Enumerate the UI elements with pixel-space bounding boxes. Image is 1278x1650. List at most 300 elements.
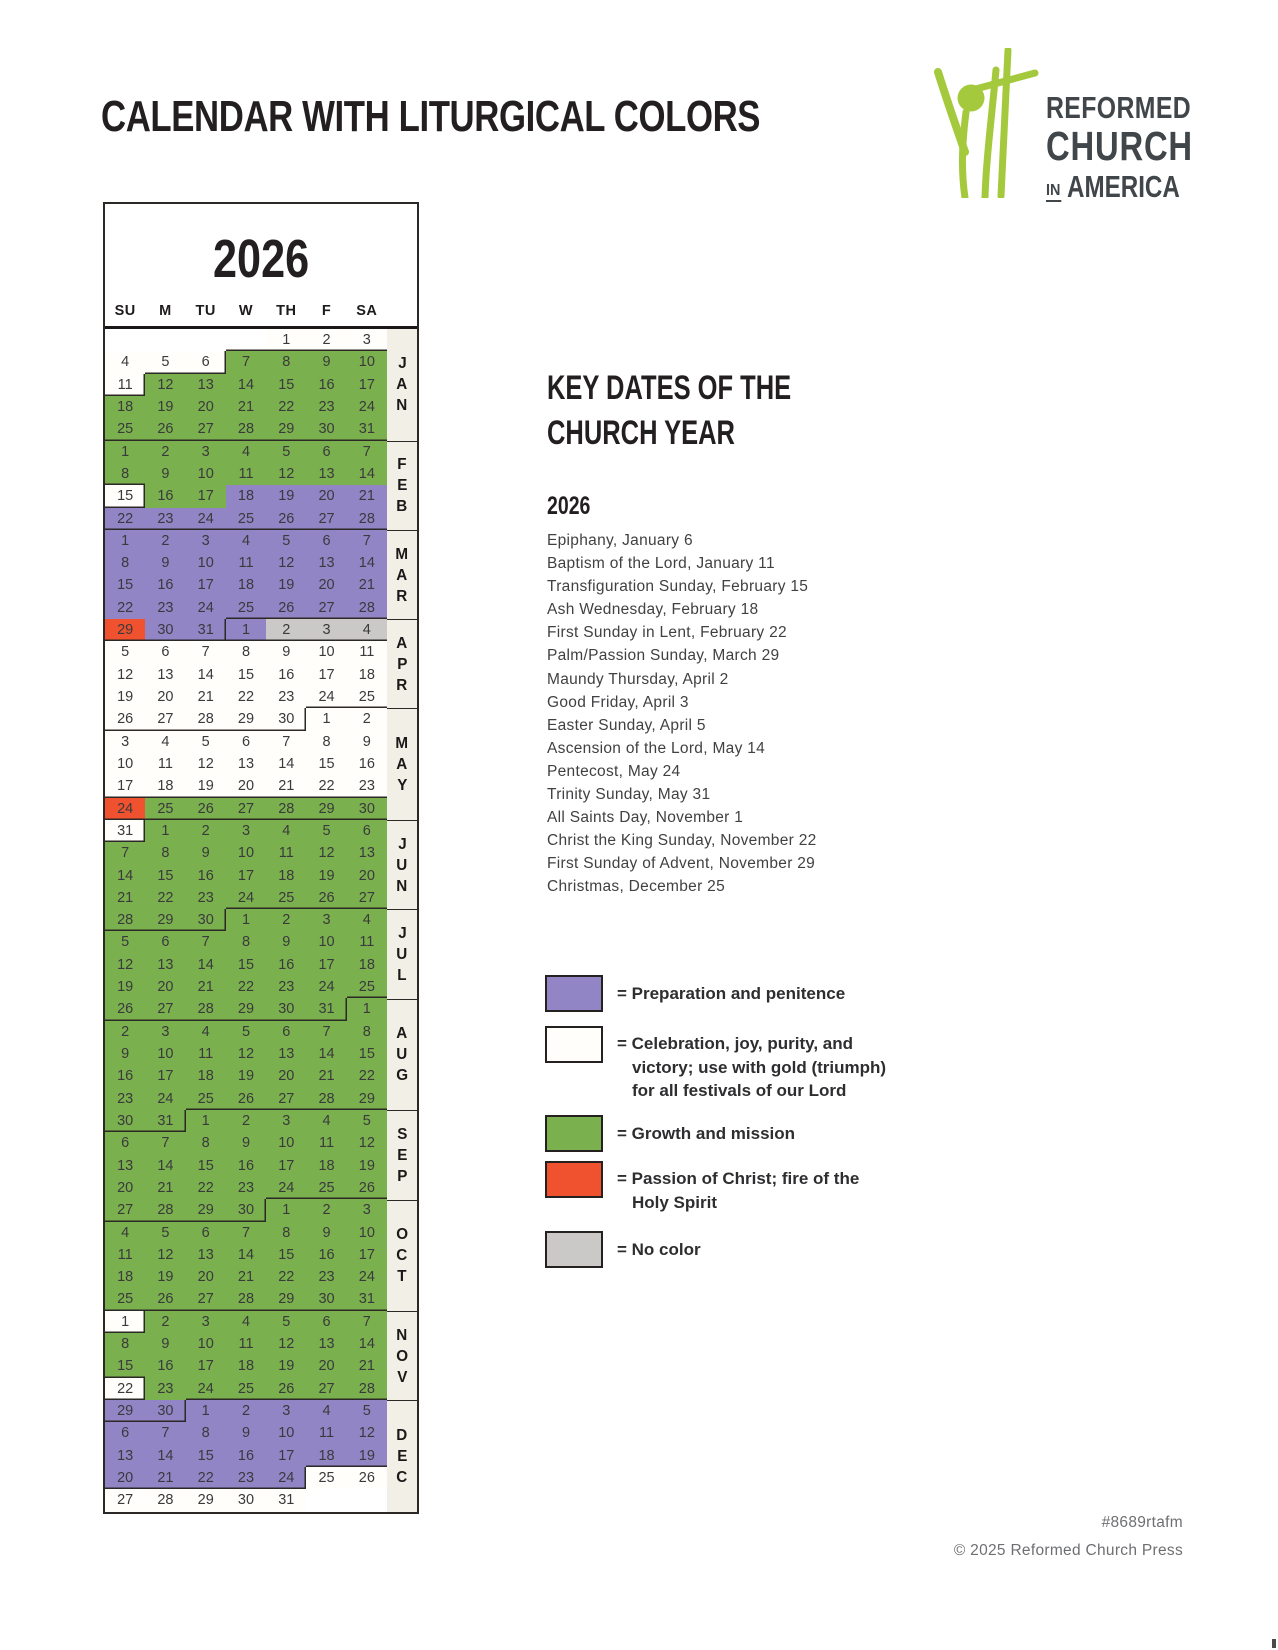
calendar-day: 12 (306, 842, 346, 864)
page-corner-artifact (1272, 1639, 1276, 1648)
calendar-day: 14 (186, 954, 226, 976)
calendar-day: 25 (266, 887, 306, 909)
key-date-item: Good Friday, April 3 (547, 693, 689, 711)
calendar-day: 7 (186, 931, 226, 953)
calendar-day: 18 (347, 954, 387, 976)
calendar-day: 12 (145, 1244, 185, 1266)
calendar-day: 6 (266, 1021, 306, 1043)
month-label-may: M A Y (387, 708, 417, 820)
calendar-day: 15 (105, 485, 145, 507)
calendar-day: 6 (145, 641, 185, 663)
calendar-day: 3 (226, 820, 266, 842)
calendar-day: 6 (306, 530, 346, 552)
calendar-day: 19 (226, 1065, 266, 1087)
calendar-day: 22 (266, 396, 306, 418)
key-date-item: Transfiguration Sunday, February 15 (547, 578, 809, 596)
calendar-day: 19 (186, 775, 226, 797)
calendar-day: 7 (266, 731, 306, 753)
calendar-day: 4 (306, 1400, 346, 1422)
calendar-day: 4 (347, 619, 387, 641)
key-dates-heading: KEY DATES OF THE CHURCH YEAR (547, 369, 792, 452)
calendar-day: 15 (266, 374, 306, 396)
calendar-day: 17 (186, 485, 226, 507)
calendar-day: 24 (347, 396, 387, 418)
calendar-day: 28 (105, 909, 145, 931)
key-date-item: Christ the King Sunday, November 22 (547, 832, 817, 850)
calendar-day: 20 (105, 1467, 145, 1489)
calendar-day: 2 (306, 329, 346, 351)
calendar-day: 18 (306, 1445, 346, 1467)
calendar-day: 17 (105, 775, 145, 797)
calendar-day: 7 (306, 1021, 346, 1043)
calendar-day: 6 (145, 931, 185, 953)
calendar-day: 17 (186, 574, 226, 596)
calendar-day: 29 (186, 1199, 226, 1221)
calendar-day: 5 (105, 641, 145, 663)
calendar-day: 24 (266, 1467, 306, 1489)
calendar-day: 29 (306, 798, 346, 820)
calendar-day: 23 (306, 1266, 346, 1288)
calendar-day: 27 (145, 708, 185, 730)
key-date-item: Maundy Thursday, April 2 (547, 670, 729, 688)
legend-item-green (545, 1115, 795, 1152)
calendar-day: 22 (347, 1065, 387, 1087)
calendar-day: 3 (347, 329, 387, 351)
calendar-day: 19 (306, 865, 346, 887)
calendar-day: 30 (226, 1199, 266, 1221)
calendar-day: 14 (347, 1333, 387, 1355)
calendar-day: 16 (347, 753, 387, 775)
calendar-day: 10 (186, 1333, 226, 1355)
calendar-day: 10 (347, 1222, 387, 1244)
calendar-day: 12 (347, 1132, 387, 1154)
key-date-item: Christmas, December 25 (547, 878, 726, 896)
calendar-day: 6 (105, 1422, 145, 1444)
calendar-day: 20 (306, 485, 346, 507)
calendar-day: 28 (347, 597, 387, 619)
calendar-day: 22 (226, 686, 266, 708)
calendar-day: 8 (105, 463, 145, 485)
calendar-day: 13 (145, 954, 185, 976)
calendar-day: 26 (347, 1177, 387, 1199)
calendar-day: 21 (347, 485, 387, 507)
calendar-day: 6 (105, 1132, 145, 1154)
calendar-day: 6 (306, 1311, 346, 1333)
calendar-day: 17 (145, 1065, 185, 1087)
calendar-day: 1 (186, 1110, 226, 1132)
calendar-day: 19 (105, 686, 145, 708)
page-title: CALENDAR WITH LITURGICAL COLORS (101, 92, 761, 141)
calendar-day: 14 (226, 1244, 266, 1266)
calendar-day: 19 (266, 485, 306, 507)
month-label-jul: J U L (387, 909, 417, 998)
calendar-day: 28 (347, 1378, 387, 1400)
calendar-day: 26 (266, 508, 306, 530)
calendar-day: 4 (105, 351, 145, 373)
calendar-day: 9 (105, 1043, 145, 1065)
calendar-day: 4 (226, 530, 266, 552)
calendar-day: 20 (145, 686, 185, 708)
calendar-day: 8 (145, 842, 185, 864)
calendar-day: 28 (266, 798, 306, 820)
calendar-day: 9 (186, 842, 226, 864)
calendar-day: 4 (145, 731, 185, 753)
calendar-day: 30 (306, 1288, 346, 1310)
calendar-day: 22 (105, 597, 145, 619)
calendar-day: 25 (226, 508, 266, 530)
calendar-day: 18 (226, 485, 266, 507)
calendar-day: 23 (145, 597, 185, 619)
calendar-day: 26 (306, 887, 346, 909)
calendar-day: 30 (145, 1400, 185, 1422)
calendar-day: 10 (306, 641, 346, 663)
calendar-day: 26 (347, 1467, 387, 1489)
calendar-day: 16 (105, 1065, 145, 1087)
calendar-day: 1 (186, 1400, 226, 1422)
legend-swatch-green (545, 1115, 603, 1152)
calendar-day: 18 (347, 664, 387, 686)
calendar-day: 11 (306, 1132, 346, 1154)
calendar-day: 1 (105, 530, 145, 552)
calendar-day: 12 (105, 954, 145, 976)
calendar-day: 14 (105, 865, 145, 887)
calendar-day: 18 (306, 1155, 346, 1177)
calendar-day: 5 (306, 820, 346, 842)
calendar-day: 4 (306, 1110, 346, 1132)
calendar-day: 2 (145, 530, 185, 552)
calendar-day: 21 (226, 1266, 266, 1288)
calendar-day: 15 (186, 1445, 226, 1467)
calendar-day: 1 (105, 441, 145, 463)
calendar-day: 13 (145, 664, 185, 686)
calendar-day: 28 (145, 1489, 185, 1511)
calendar-day: 12 (145, 374, 185, 396)
calendar-day: 15 (226, 954, 266, 976)
calendar-day: 25 (347, 976, 387, 998)
calendar-day: 5 (266, 1311, 306, 1333)
calendar-day: 5 (347, 1400, 387, 1422)
calendar-day: 14 (226, 374, 266, 396)
calendar-day (306, 1489, 346, 1511)
calendar-day: 8 (226, 931, 266, 953)
calendar-day: 24 (186, 597, 226, 619)
calendar-day: 16 (186, 865, 226, 887)
calendar-day: 26 (226, 1088, 266, 1110)
calendar-day: 27 (306, 1378, 346, 1400)
calendar-day: 16 (306, 1244, 346, 1266)
calendar-day: 8 (186, 1422, 226, 1444)
calendar-day: 13 (186, 1244, 226, 1266)
calendar-day: 3 (145, 1021, 185, 1043)
calendar-day: 10 (186, 463, 226, 485)
calendar-day: 3 (186, 530, 226, 552)
calendar-day: 12 (105, 664, 145, 686)
calendar-day: 18 (226, 1355, 266, 1377)
calendar-day: 6 (186, 1222, 226, 1244)
calendar-day: 5 (145, 351, 185, 373)
calendar-day: 24 (347, 1266, 387, 1288)
calendar-day: 25 (306, 1467, 346, 1489)
dow-header-th: TH (276, 303, 297, 319)
calendar-day: 13 (347, 842, 387, 864)
calendar-day: 27 (266, 1088, 306, 1110)
calendar-day: 9 (145, 463, 185, 485)
key-date-item: Epiphany, January 6 (547, 532, 693, 549)
calendar-day: 22 (145, 887, 185, 909)
calendar-day: 3 (186, 441, 226, 463)
calendar-day: 30 (266, 998, 306, 1020)
copyright: © 2025 Reformed Church Press (953, 1542, 1183, 1559)
calendar-day: 27 (306, 597, 346, 619)
calendar-day: 30 (266, 708, 306, 730)
calendar-day: 13 (226, 753, 266, 775)
footer (954, 1509, 1183, 1565)
key-date-item: Pentecost, May 24 (547, 762, 681, 780)
legend-item-gray (545, 1231, 701, 1268)
month-label-jun: J U N (387, 820, 417, 909)
logo-in-label: IN (1046, 183, 1061, 202)
calendar-day: 3 (266, 1110, 306, 1132)
calendar-day: 3 (266, 1400, 306, 1422)
calendar-day: 2 (306, 1199, 346, 1221)
calendar-day: 2 (105, 1021, 145, 1043)
calendar-day: 30 (105, 1110, 145, 1132)
key-dates-year: 2026 (547, 492, 591, 520)
calendar-day: 9 (266, 931, 306, 953)
calendar-day: 18 (105, 1266, 145, 1288)
calendar-day: 26 (145, 1288, 185, 1310)
legend-item-red (545, 1161, 859, 1214)
calendar-day: 23 (186, 887, 226, 909)
calendar-day: 10 (347, 351, 387, 373)
calendar-day: 30 (347, 798, 387, 820)
calendar-day (226, 329, 266, 351)
legend-label: = Celebration, joy, purity, and victory; use with gold (triumph) for all festivals of our Lord (617, 1034, 887, 1100)
calendar-day: 10 (306, 931, 346, 953)
calendar-day: 27 (105, 1199, 145, 1221)
calendar-day: 1 (145, 820, 185, 842)
calendar-day: 8 (105, 1333, 145, 1355)
calendar-day: 30 (145, 619, 185, 641)
calendar-day: 31 (186, 619, 226, 641)
calendar-day: 9 (145, 1333, 185, 1355)
calendar-day: 24 (266, 1177, 306, 1199)
legend-swatch-gray (545, 1231, 603, 1268)
calendar-day: 19 (145, 396, 185, 418)
calendar-day: 5 (266, 441, 306, 463)
month-label-sep: S E P (387, 1110, 417, 1199)
calendar-day: 13 (266, 1043, 306, 1065)
calendar-day: 29 (266, 1288, 306, 1310)
calendar-day: 9 (306, 1222, 346, 1244)
calendar-day: 28 (226, 418, 266, 440)
calendar-day: 22 (105, 508, 145, 530)
calendar-day: 8 (105, 552, 145, 574)
calendar-day: 4 (226, 441, 266, 463)
key-date-item: Ash Wednesday, February 18 (547, 601, 759, 619)
calendar-day: 3 (186, 1311, 226, 1333)
calendar-day: 24 (186, 1378, 226, 1400)
calendar-day: 18 (226, 574, 266, 596)
key-date-item: Easter Sunday, April 5 (547, 716, 706, 734)
calendar-day: 19 (105, 976, 145, 998)
calendar-day: 28 (347, 508, 387, 530)
month-label-feb: F E B (387, 441, 417, 530)
legend-item-white (545, 1026, 886, 1103)
calendar-day: 22 (266, 1266, 306, 1288)
calendar-day: 26 (266, 597, 306, 619)
calendar-day: 15 (306, 753, 346, 775)
calendar-day: 11 (105, 374, 145, 396)
calendar-day: 21 (226, 396, 266, 418)
calendar-day: 28 (145, 1199, 185, 1221)
calendar-day: 23 (145, 508, 185, 530)
calendar-day: 15 (226, 664, 266, 686)
calendar-day: 19 (266, 1355, 306, 1377)
calendar-day: 20 (186, 396, 226, 418)
calendar-day (105, 329, 145, 351)
day-of-week-header-row (105, 296, 417, 329)
calendar-day: 10 (105, 753, 145, 775)
calendar-day: 4 (105, 1222, 145, 1244)
calendar-day: 10 (226, 842, 266, 864)
calendar-day: 23 (306, 396, 346, 418)
calendar-day: 2 (266, 909, 306, 931)
calendar-day: 8 (266, 351, 306, 373)
calendar-day: 30 (186, 909, 226, 931)
calendar-day: 7 (105, 842, 145, 864)
calendar-day: 23 (347, 775, 387, 797)
calendar-day: 6 (226, 731, 266, 753)
calendar-day: 27 (226, 798, 266, 820)
calendar-day: 4 (226, 1311, 266, 1333)
calendar-day: 1 (306, 708, 346, 730)
calendar-day: 23 (105, 1088, 145, 1110)
calendar-day: 27 (186, 418, 226, 440)
calendar-day: 31 (145, 1110, 185, 1132)
calendar-day: 29 (105, 1400, 145, 1422)
calendar-day: 6 (306, 441, 346, 463)
calendar-day: 17 (226, 865, 266, 887)
calendar-day: 22 (226, 976, 266, 998)
calendar-day: 22 (186, 1467, 226, 1489)
calendar-day: 11 (226, 463, 266, 485)
calendar-day: 24 (306, 976, 346, 998)
calendar-day: 3 (306, 909, 346, 931)
calendar-day (145, 329, 185, 351)
calendar-day: 13 (105, 1445, 145, 1467)
calendar-day: 21 (266, 775, 306, 797)
calendar-day: 29 (226, 708, 266, 730)
calendar-day: 29 (226, 998, 266, 1020)
calendar-day: 2 (226, 1400, 266, 1422)
calendar-day: 26 (186, 798, 226, 820)
calendar-day: 1 (266, 1199, 306, 1221)
calendar-day: 11 (186, 1043, 226, 1065)
calendar-day: 28 (226, 1288, 266, 1310)
calendar-day: 2 (347, 708, 387, 730)
calendar-day: 23 (226, 1177, 266, 1199)
legend-label: = No color (617, 1239, 701, 1259)
calendar-day: 27 (145, 998, 185, 1020)
calendar-day: 30 (306, 418, 346, 440)
calendar-day: 24 (145, 1088, 185, 1110)
day-of-week-headers (105, 296, 387, 326)
calendar-day: 11 (306, 1422, 346, 1444)
calendar-day: 1 (226, 619, 266, 641)
calendar-day: 28 (186, 708, 226, 730)
calendar-day: 20 (186, 1266, 226, 1288)
calendar-day: 13 (105, 1155, 145, 1177)
calendar-day: 14 (145, 1445, 185, 1467)
calendar-day: 11 (347, 641, 387, 663)
calendar-day: 7 (347, 441, 387, 463)
calendar-day: 14 (347, 552, 387, 574)
calendar-day: 29 (145, 909, 185, 931)
calendar-day: 2 (226, 1110, 266, 1132)
calendar-day: 18 (186, 1065, 226, 1087)
calendar-day: 25 (186, 1088, 226, 1110)
dow-header-f: F (321, 303, 332, 319)
legend-swatch-white (545, 1026, 603, 1063)
calendar-day (186, 329, 226, 351)
calendar-day: 5 (226, 1021, 266, 1043)
calendar-day: 16 (306, 374, 346, 396)
dow-header-tu: TU (195, 303, 216, 319)
calendar-day: 25 (145, 798, 185, 820)
calendar-day: 5 (186, 731, 226, 753)
calendar-day: 22 (105, 1378, 145, 1400)
key-date-item: Baptism of the Lord, January 11 (547, 555, 775, 573)
calendar-day: 22 (306, 775, 346, 797)
calendar-day: 15 (266, 1244, 306, 1266)
calendar-day: 18 (266, 865, 306, 887)
calendar-day: 4 (186, 1021, 226, 1043)
calendar-day: 18 (105, 396, 145, 418)
key-date-item: First Sunday of Advent, November 29 (547, 855, 816, 873)
calendar-day: 23 (266, 976, 306, 998)
calendar-day: 13 (306, 463, 346, 485)
calendar-day: 16 (145, 574, 185, 596)
calendar-day: 25 (105, 418, 145, 440)
calendar-day: 26 (105, 708, 145, 730)
calendar-day: 24 (226, 887, 266, 909)
calendar-day: 20 (145, 976, 185, 998)
calendar-day: 29 (186, 1489, 226, 1511)
calendar-day: 12 (347, 1422, 387, 1444)
dow-header-w: W (238, 303, 254, 319)
calendar-day: 12 (266, 1333, 306, 1355)
calendar-day: 20 (306, 574, 346, 596)
calendar-day: 14 (347, 463, 387, 485)
calendar-day: 2 (145, 441, 185, 463)
calendar-day: 20 (306, 1355, 346, 1377)
calendar-day: 29 (347, 1088, 387, 1110)
calendar-day: 8 (306, 731, 346, 753)
calendar-day: 31 (306, 998, 346, 1020)
calendar-day: 11 (226, 552, 266, 574)
key-date-item: Palm/Passion Sunday, March 29 (547, 647, 780, 665)
calendar-day: 8 (186, 1132, 226, 1154)
calendar-day: 17 (306, 954, 346, 976)
calendar-day: 16 (145, 485, 185, 507)
calendar-day (347, 1489, 387, 1511)
calendar-day: 28 (186, 998, 226, 1020)
calendar-day: 7 (145, 1422, 185, 1444)
calendar-day: 21 (347, 574, 387, 596)
calendar-day: 1 (347, 998, 387, 1020)
dow-header-m: M (159, 303, 172, 319)
